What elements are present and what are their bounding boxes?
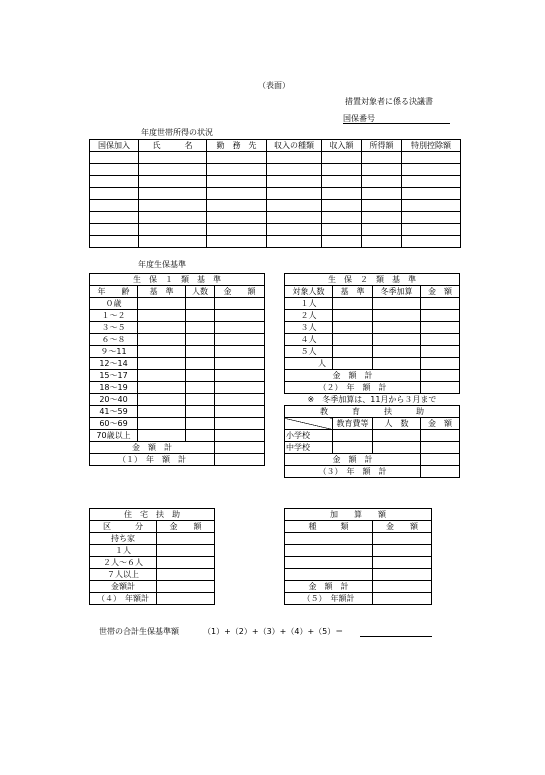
class2-header-standard: 基 準 <box>333 286 373 298</box>
education-header-fees: 教育費等 <box>333 418 373 430</box>
housing-row[interactable] <box>90 545 215 557</box>
class2-count: 人 <box>285 358 333 370</box>
class2-amount-total-label: 金 額 計 <box>285 370 421 382</box>
income-row[interactable] <box>90 152 461 164</box>
class2-annual-total-row[interactable] <box>285 382 460 394</box>
kokuho-number-label: 国保番号 <box>343 114 375 123</box>
household-total-label: 世帯の合計生保基準額 <box>99 627 179 636</box>
class2-row[interactable] <box>285 298 460 310</box>
class1-header-standard: 基 準 <box>138 286 186 298</box>
education-row[interactable] <box>285 442 460 454</box>
class1-row[interactable] <box>90 346 265 358</box>
education-annual-total-label: （３） 年 額 計 <box>285 466 421 478</box>
addition-row[interactable] <box>285 569 432 581</box>
income-header-special-deduction: 特別控除額 <box>402 140 461 152</box>
class2-row[interactable] <box>285 334 460 346</box>
class1-row[interactable] <box>90 370 265 382</box>
income-header-membership: 国保加入 <box>90 140 139 152</box>
addition-annual-total-label: （５） 年額計 <box>285 593 373 605</box>
class1-row[interactable] <box>90 418 265 430</box>
housing-annual-total-label: （４） 年額計 <box>90 593 157 605</box>
education-header-amount: 金 額 <box>421 418 460 430</box>
housing-row-label: ７人以上 <box>90 569 157 581</box>
income-row[interactable] <box>90 224 461 236</box>
class1-row[interactable] <box>90 334 265 346</box>
addition-header-type: 種 類 <box>285 521 373 533</box>
class2-row[interactable] <box>285 322 460 334</box>
class1-table <box>89 273 265 466</box>
income-row[interactable] <box>90 200 461 212</box>
education-title: 教 育 扶 助 <box>285 406 460 418</box>
class1-amount-total-row[interactable] <box>90 442 265 454</box>
class1-age: 60〜69 <box>90 418 138 430</box>
housing-row-label: ２人〜６人 <box>90 557 157 569</box>
housing-row-label: １人 <box>90 545 157 557</box>
education-amount-total-row[interactable] <box>285 454 460 466</box>
addition-row[interactable] <box>285 557 432 569</box>
addition-row[interactable] <box>285 545 432 557</box>
class2-count: ４人 <box>285 334 333 346</box>
addition-amount-total-label: 金 額 計 <box>285 581 373 593</box>
education-header-count: 人 数 <box>373 418 421 430</box>
class1-title: 生 保 １ 類 基 準 <box>90 274 265 286</box>
class1-annual-total-row[interactable] <box>90 454 265 466</box>
addition-header-amount: 金 額 <box>373 521 432 533</box>
class1-row[interactable] <box>90 406 265 418</box>
class2-header-count: 対象人数 <box>285 286 333 298</box>
education-row-label: 小学校 <box>285 430 333 442</box>
income-table <box>89 139 461 248</box>
income-header-row <box>90 140 461 152</box>
household-total-formula: （1）+（2）+（3）+（4）+（5）＝ <box>203 627 344 636</box>
class1-age: 18〜19 <box>90 382 138 394</box>
education-row-label: 中学校 <box>285 442 333 454</box>
education-row[interactable] <box>285 430 460 442</box>
education-diagonal-cell <box>285 418 333 430</box>
income-caption: 年度世帯所得の状況 <box>141 128 213 137</box>
addition-annual-total-row[interactable] <box>285 593 432 605</box>
page-side-label: （表面） <box>258 81 290 90</box>
housing-annual-total-row[interactable] <box>90 593 215 605</box>
income-row[interactable] <box>90 188 461 200</box>
class2-header-amount: 金 額 <box>421 286 460 298</box>
income-row[interactable] <box>90 164 461 176</box>
class2-count: １人 <box>285 298 333 310</box>
kokuho-number-field[interactable] <box>343 112 450 124</box>
class2-count: ３人 <box>285 322 333 334</box>
class2-annual-total-label: （２） 年 額 計 <box>285 382 421 394</box>
document-title: 措置対象者に係る決議書 <box>345 97 433 106</box>
housing-amount-total-label: 金額計 <box>90 581 157 593</box>
class1-age: 20〜40 <box>90 394 138 406</box>
class1-age: 15〜17 <box>90 370 138 382</box>
class2-title: 生 保 ２ 類 基 準 <box>285 274 460 286</box>
class1-row[interactable] <box>90 298 265 310</box>
education-amount-total-label: 金 額 計 <box>285 454 421 466</box>
income-header-earnings: 所得額 <box>362 140 402 152</box>
class2-row[interactable] <box>285 310 460 322</box>
class2-count: ５人 <box>285 346 333 358</box>
class2-row[interactable] <box>285 346 460 358</box>
household-total-field[interactable] <box>360 625 432 637</box>
class1-age: 70歳以上 <box>90 430 138 442</box>
housing-row[interactable] <box>90 569 215 581</box>
income-header-workplace: 勤 務 先 <box>207 140 267 152</box>
income-header-name: 氏 名 <box>139 140 207 152</box>
housing-row[interactable] <box>90 557 215 569</box>
class1-row[interactable] <box>90 430 265 442</box>
class1-age: １〜２ <box>90 310 138 322</box>
class2-header-winter: 冬季加算 <box>373 286 421 298</box>
class1-header-age: 年 齢 <box>90 286 138 298</box>
class1-age: 41〜59 <box>90 406 138 418</box>
standard-caption: 年度生保基準 <box>138 260 186 269</box>
income-header-income-amount: 収入額 <box>322 140 362 152</box>
class2-amount-total-row[interactable] <box>285 370 460 382</box>
housing-title: 住 宅 扶 助 <box>90 509 215 521</box>
addition-title: 加 算 額 <box>285 509 432 521</box>
education-annual-total-row[interactable] <box>285 466 460 478</box>
class1-row[interactable] <box>90 382 265 394</box>
class1-header-amount: 金 額 <box>215 286 265 298</box>
class2-table <box>284 273 460 478</box>
class1-row[interactable] <box>90 358 265 370</box>
income-row[interactable] <box>90 176 461 188</box>
housing-table <box>89 508 215 605</box>
housing-amount-total-row[interactable] <box>90 581 215 593</box>
winter-addition-note: ※ 冬季加算は、11月から３月まで <box>285 394 460 406</box>
class1-age: ６〜８ <box>90 334 138 346</box>
income-row[interactable] <box>90 212 461 224</box>
class1-age: ３〜５ <box>90 322 138 334</box>
housing-header-category: 区 分 <box>90 521 157 533</box>
class1-age: ０歳 <box>90 298 138 310</box>
income-row[interactable] <box>90 236 461 248</box>
class1-header-count: 人数 <box>186 286 215 298</box>
class1-age: 12〜14 <box>90 358 138 370</box>
income-header-income-type: 収入の種類 <box>267 140 322 152</box>
class1-row[interactable] <box>90 310 265 322</box>
class2-count: ２人 <box>285 310 333 322</box>
addition-table <box>284 508 432 605</box>
housing-row[interactable] <box>90 533 215 545</box>
class1-row[interactable] <box>90 394 265 406</box>
housing-row-label: 持ち家 <box>90 533 157 545</box>
class2-row[interactable] <box>285 358 460 370</box>
addition-amount-total-row[interactable] <box>285 581 432 593</box>
class1-age: ９〜11 <box>90 346 138 358</box>
class1-annual-total-label: （１） 年 額 計 <box>90 454 215 466</box>
housing-header-amount: 金 額 <box>157 521 215 533</box>
class1-row[interactable] <box>90 322 265 334</box>
addition-row[interactable] <box>285 533 432 545</box>
class1-amount-total-label: 金 額 計 <box>90 442 215 454</box>
